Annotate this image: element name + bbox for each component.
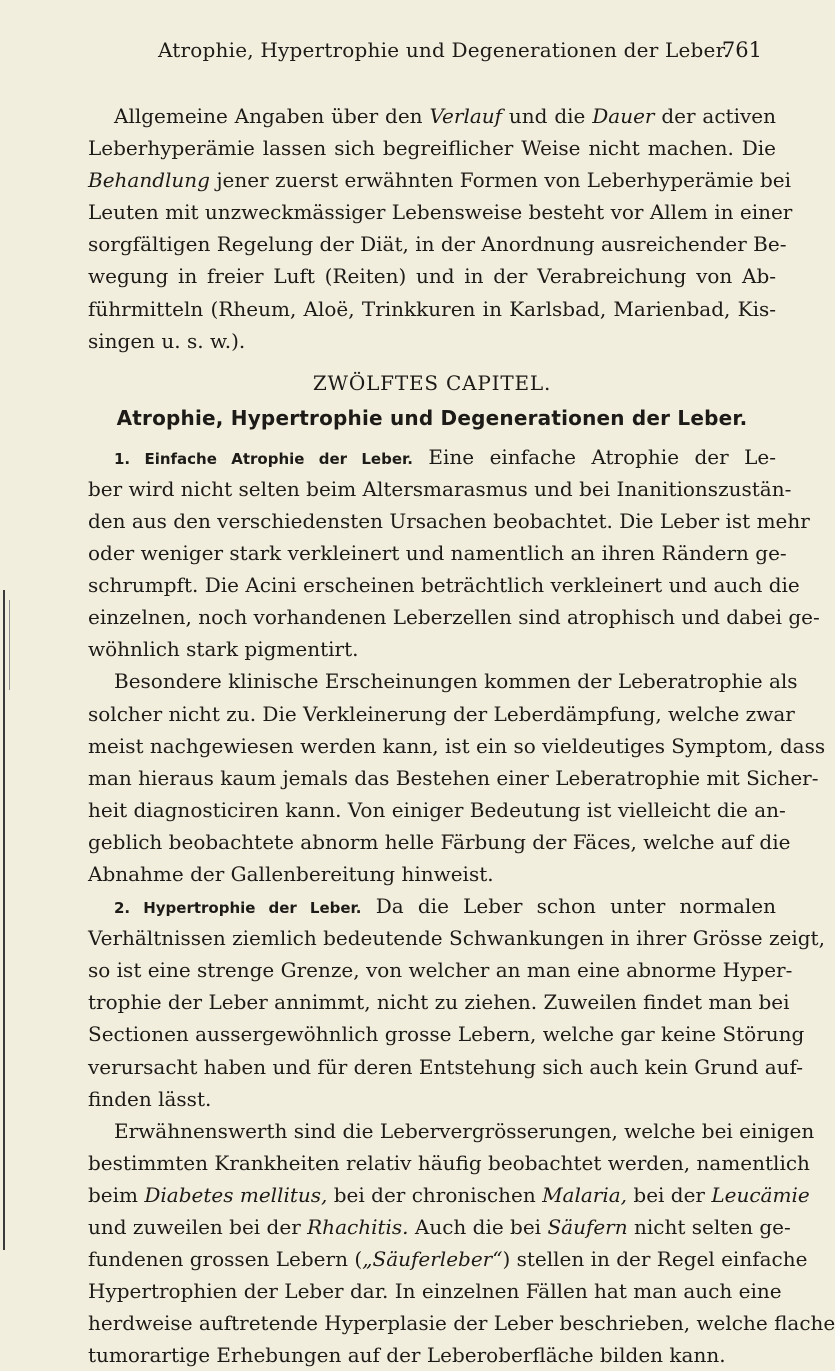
text-line: 2. Hypertrophie der Leber. Da die Leber schon unter normalen bbox=[114, 894, 776, 919]
scan-edge-line-thin bbox=[9, 600, 10, 690]
text-line: Hypertrophien der Leber dar. In einzelnen Fällen hat man auch eine bbox=[88, 1279, 782, 1304]
text-line: einzelnen, noch vorhandenen Leberzellen sind atrophisch und dabei ge- bbox=[88, 605, 820, 630]
text-line: 1. Einfache Atrophie der Leber. Eine einfache Atrophie der Le- bbox=[114, 444, 776, 469]
text-line: singen u. s. w.). bbox=[88, 328, 246, 353]
text-line: man hieraus kaum jemals das Bestehen einer Leberatrophie mit Sicher- bbox=[88, 765, 819, 790]
text-line: Allgemeine Angaben über den Verlauf und die Dauer der activen bbox=[114, 104, 777, 128]
text-line: Leuten mit unzweckmässiger Lebensweise besteht vor Allem in einer bbox=[88, 200, 793, 225]
section-heading: 1. Einfache Atrophie der Leber. bbox=[114, 449, 413, 468]
text-line: solcher nicht zu. Die Verkleinerung der Leberdämpfung, welche zwar bbox=[88, 701, 795, 726]
text-line: Erwähnenswerth sind die Lebervergrösserungen, welche bei einigen bbox=[114, 1118, 815, 1143]
text-line: so ist eine strenge Grenze, von welcher an man eine abnorme Hyper- bbox=[88, 958, 793, 983]
text-line: sorgfältigen Regelung der Diät, in der Anordnung ausreichender Be- bbox=[88, 232, 787, 257]
text-line: wöhnlich stark pigmentirt. bbox=[88, 637, 359, 662]
chapter-number: ZWÖLFTES CAPITEL. bbox=[312, 370, 552, 395]
text-line: und zuweilen bei der Rhachitis. Auch die bei Säufern nicht selten ge- bbox=[88, 1215, 791, 1239]
text-line: bestimmten Krankheiten relativ häufig beobachtet werden, namentlich bbox=[88, 1150, 810, 1175]
text-line: wegung in freier Luft (Reiten) und in der Verabreichung von Ab- bbox=[88, 264, 776, 289]
chapter-title: Atrophie, Hypertrophie und Degenerationen der Leber. bbox=[116, 405, 748, 430]
text-line: Besondere klinische Erscheinungen kommen der Leberatrophie als bbox=[114, 669, 798, 694]
text-line: finden lässt. bbox=[88, 1086, 212, 1111]
text-line: beim Diabetes mellitus, bei der chronischen Malaria, bei der Leucämie bbox=[88, 1182, 810, 1207]
text-line: den aus den verschiedensten Ursachen beobachtet. Die Leber ist mehr bbox=[88, 508, 810, 533]
section-heading: 2. Hypertrophie der Leber. bbox=[114, 899, 362, 918]
text-line: schrumpft. Die Acini erscheinen beträchtlich verkleinert und auch die bbox=[88, 573, 800, 598]
text-line: trophie der Leber annimmt, nicht zu ziehen. Zuweilen findet man bei bbox=[88, 990, 790, 1015]
text-line: Leberhyperämie lassen sich begreiflicher Weise nicht machen. Die bbox=[88, 136, 776, 161]
text-line: Behandlung jener zuerst erwähnten Formen von Leberhyperämie bei bbox=[88, 168, 792, 193]
scan-edge-line bbox=[3, 590, 5, 1250]
body-text bbox=[88, 100, 835, 1371]
text-line: meist nachgewiesen werden kann, ist ein so vieldeutiges Symptom, dass bbox=[88, 733, 826, 758]
text-line: ber wird nicht selten beim Altersmarasmus und bei Inanitionszustän- bbox=[88, 476, 792, 501]
text-line: führmitteln (Rheum, Aloë, Trinkkuren in Karlsbad, Marienbad, Kis- bbox=[88, 296, 776, 321]
text-line: tumorartige Erhebungen auf der Leberoberfläche bilden kann. bbox=[88, 1343, 726, 1368]
text-line: oder weniger stark verkleinert und namentlich an ihren Rändern ge- bbox=[88, 541, 787, 566]
text-line: heit diagnosticiren kann. Von einiger Bedeutung ist vielleicht die an- bbox=[88, 797, 786, 822]
text-line: herdweise auftretende Hyperplasie der Leber beschrieben, welche flache bbox=[88, 1311, 835, 1336]
text-line: verursacht haben und für deren Entstehung sich auch kein Grund auf- bbox=[88, 1054, 803, 1079]
text-line: geblich beobachtete abnorm helle Färbung der Fäces, welche auf die bbox=[88, 829, 791, 854]
text-line: Verhältnissen ziemlich bedeutende Schwankungen in ihrer Grösse zeigt, bbox=[88, 926, 825, 951]
text-line: fundenen grossen Lebern („Säuferleber“) stellen in der Regel einfache bbox=[88, 1247, 808, 1272]
text-line: Sectionen aussergewöhnlich grosse Lebern, welche gar keine Störung bbox=[88, 1022, 805, 1047]
text-line: Abnahme der Gallenbereitung hinweist. bbox=[88, 861, 494, 886]
page-number: 761 bbox=[721, 38, 762, 62]
running-head bbox=[88, 38, 788, 68]
running-title: Atrophie, Hypertrophie und Degenerationen der Leber. bbox=[158, 38, 730, 62]
